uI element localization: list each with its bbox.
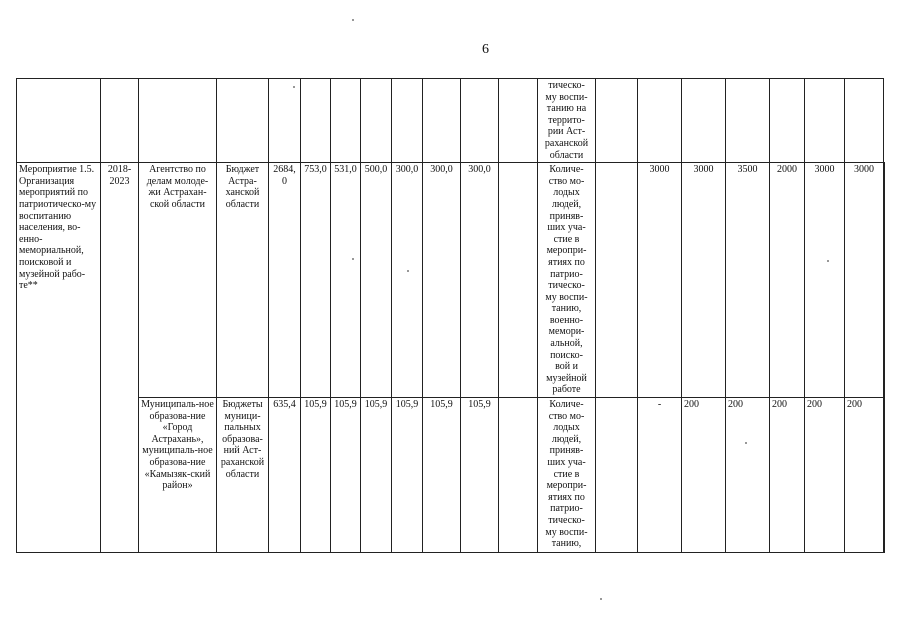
table-row [17,398,885,553]
scan-speck [745,442,747,444]
scan-speck [293,86,295,88]
page-number: 6 [482,42,489,57]
year-2018-cell: 753,0 [301,163,331,398]
indicator-cell: тическо- му воспи- танию на террито- рии Аст- раханской области [538,79,596,163]
scan-speck [600,598,602,600]
executor-cell: Муниципаль-ное образова-ние «Город Астрахань», муниципаль-ное образова-ние «Камызяк-ский район» [139,398,217,553]
year-2020-cell: 500,0 [361,163,392,398]
indicator-2020-cell: 2000 [770,163,805,398]
indicator-2019-cell: 200 [726,398,770,553]
indicator-2018-cell: 3000 [682,163,726,398]
total-cell: 2684,0 [269,163,301,398]
executor-cell: Агентство по делам молоде-жи Астрахан-ской области [139,163,217,398]
year-2019-cell: 105,9 [331,398,361,553]
event-name-cell: Мероприятие 1.5. Организация мероприятий по патриотическо-му воспитанию населения, во-енно-мемориальной, поисковой и музейной рабо-те** [17,163,101,553]
indicator-2023-cell [884,163,885,398]
indicator-2023-cell [884,398,885,553]
indicator-base-cell: - [638,398,682,553]
year-2022-cell: 105,9 [423,398,461,553]
indicator-cell: Количе- ство мо- лодых людей, приняв- ших уча- стие в меропри- ятиях по патрио- тическо- му воспи- танию, военно- мемори- альной, поиско- вой и музейной работе [538,163,596,398]
year-2023-cell: 105,9 [461,398,499,553]
period-cell: 2018- 2023 [101,163,139,553]
table-row [17,79,885,163]
indicator-2022-cell: 3000 [845,163,884,398]
funding-source-cell: Бюджет Астра-ханской области [217,163,269,398]
year-2021-cell: 300,0 [392,163,423,398]
indicator-2019-cell: 3500 [726,163,770,398]
year-2018-cell: 105,9 [301,398,331,553]
year-2019-cell: 531,0 [331,163,361,398]
scan-speck [352,258,354,260]
indicator-2021-cell: 3000 [805,163,845,398]
indicator-2018-cell: 200 [682,398,726,553]
indicator-2022-cell: 200 [845,398,884,553]
scan-speck [352,19,354,21]
indicator-2020-cell: 200 [770,398,805,553]
indicator-base-cell: 3000 [638,163,682,398]
funding-source-cell: Бюджеты муници-пальных образова-ний Аст-раханской области [217,398,269,553]
program-events-table [16,78,885,553]
scan-speck [827,260,829,262]
table-row [17,163,885,398]
year-2022-cell: 300,0 [423,163,461,398]
indicator-2021-cell: 200 [805,398,845,553]
year-2021-cell: 105,9 [392,398,423,553]
total-cell: 635,4 [269,398,301,553]
year-2023-cell: 300,0 [461,163,499,398]
scan-speck [407,270,409,272]
year-2020-cell: 105,9 [361,398,392,553]
indicator-cell: Количе- ство мо- лодых людей, приняв- ших уча- стие в меропри- ятиях по патрио- тическо- му воспи- танию, [538,398,596,553]
